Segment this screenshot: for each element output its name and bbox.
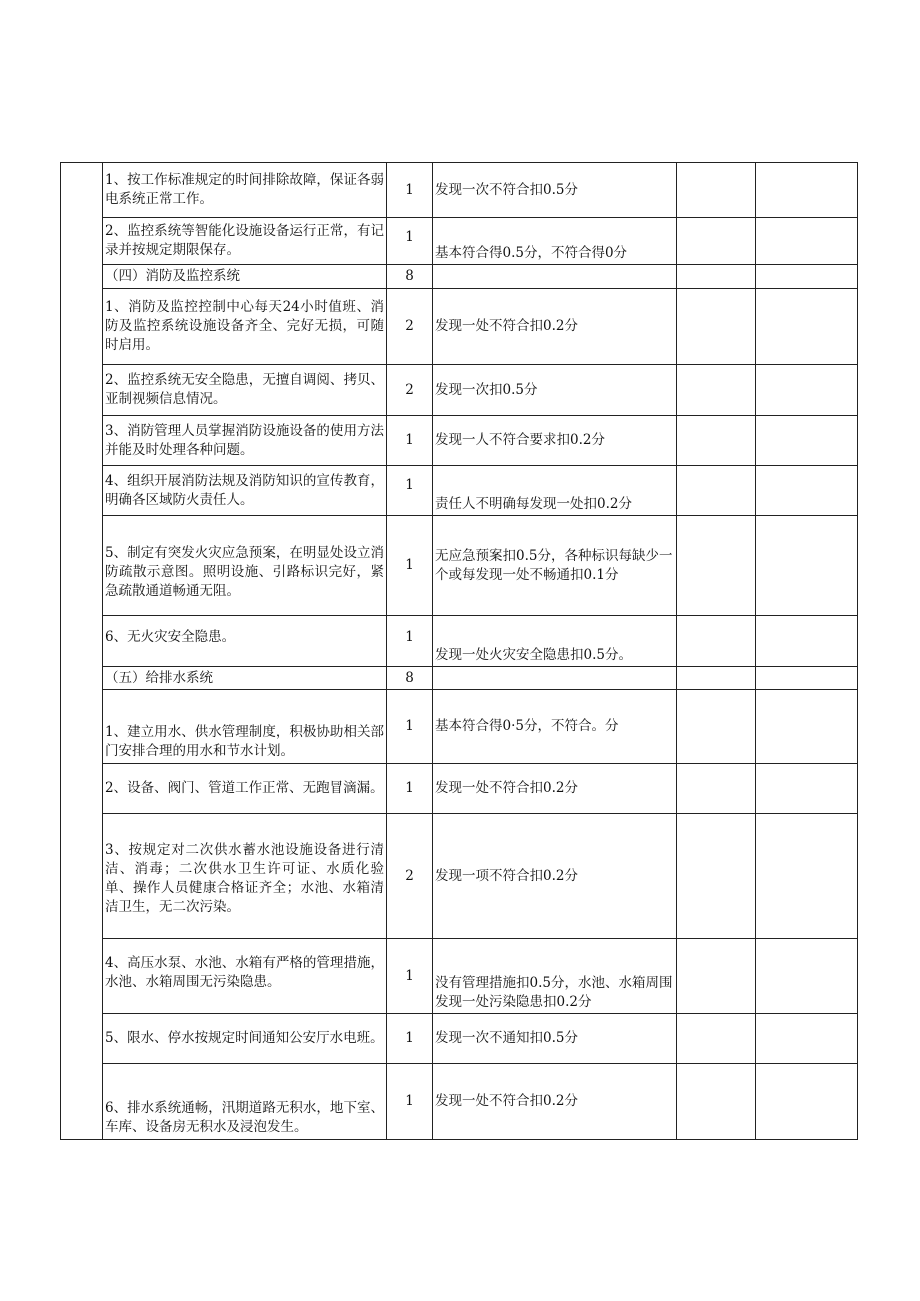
self-score-cell	[677, 218, 756, 265]
score-cell: 2	[387, 365, 433, 416]
check-score-cell	[756, 690, 858, 764]
score-cell: 2	[387, 814, 433, 939]
item-cell: 2、设备、阀门、管道工作正常、无跑冒滴漏。	[103, 764, 387, 814]
item-cell: 4、高压水泵、水池、水箱有严格的管理措施，水池、水箱周围无污染隐患。	[103, 939, 387, 1014]
criteria-cell: 发现一人不符合要求扣0.2分	[433, 416, 677, 466]
check-score-cell	[756, 466, 858, 516]
self-score-cell	[677, 466, 756, 516]
self-score-cell	[677, 516, 756, 616]
table-row	[61, 939, 858, 1014]
score-cell: 1	[387, 690, 433, 764]
section-title: （五）给排水系统	[103, 667, 387, 690]
check-score-cell	[756, 265, 858, 289]
self-score-cell	[677, 265, 756, 289]
score-cell: 1	[387, 1064, 433, 1140]
criteria-cell: 发现一次扣0.5分	[433, 365, 677, 416]
table-row	[61, 1064, 858, 1140]
check-score-cell	[756, 516, 858, 616]
check-score-cell	[756, 1064, 858, 1140]
table-row	[61, 289, 858, 365]
check-score-cell	[756, 1014, 858, 1064]
table-row	[61, 416, 858, 466]
item-cell: 6、无火灾安全隐患。	[103, 616, 387, 667]
criteria-cell: 发现一处不符合扣0.2分	[433, 289, 677, 365]
item-cell: 2、监控系统等智能化设施设备运行正常，有记录并按规定期限保存。	[103, 218, 387, 265]
table-row	[61, 764, 858, 814]
assessment-table	[60, 162, 858, 1140]
check-score-cell	[756, 667, 858, 690]
check-score-cell	[756, 163, 858, 218]
criteria-cell: 发现一次不通知扣0.5分	[433, 1014, 677, 1064]
item-cell: 2、监控系统无安全隐患，无擅自调阅、拷贝、亚制视频信息情况。	[103, 365, 387, 416]
self-score-cell	[677, 365, 756, 416]
score-cell: 8	[387, 265, 433, 289]
self-score-cell	[677, 289, 756, 365]
score-cell: 1	[387, 163, 433, 218]
item-cell: 3、按规定对二次供水蓄水池设施设备进行清洁、消毒；二次供水卫生许可证、水质化验单、操作人员健康合格证齐全；水池、水箱清洁卫生，无二次污染。	[103, 814, 387, 939]
self-score-cell	[677, 939, 756, 1014]
score-cell: 1	[387, 218, 433, 265]
self-score-cell	[677, 690, 756, 764]
score-cell: 1	[387, 416, 433, 466]
table-row	[61, 690, 858, 764]
criteria-cell: 没有管理措施扣0.5分，水池、水箱周围发现一处污染隐患扣0.2分	[433, 939, 677, 1014]
check-score-cell	[756, 939, 858, 1014]
criteria-cell	[433, 667, 677, 690]
table-row	[61, 516, 858, 616]
criteria-cell: 基本符合得0.5分，不符合得0分	[433, 218, 677, 265]
self-score-cell	[677, 416, 756, 466]
item-cell: 6、排水系统通畅，汛期道路无积水，地下室、车库、设备房无积水及浸泡发生。	[103, 1064, 387, 1140]
section-title: （四）消防及监控系统	[103, 265, 387, 289]
item-cell: 1、消防及监控控制中心每天24小时值班、消防及监控系统设施设备齐全、完好无损，可随时启用。	[103, 289, 387, 365]
criteria-cell	[433, 265, 677, 289]
item-cell: 1、建立用水、供水管理制度，积极协助相关部门安排合理的用水和节水计划。	[103, 690, 387, 764]
criteria-cell: 发现一项不符合扣0.2分	[433, 814, 677, 939]
check-score-cell	[756, 616, 858, 667]
check-score-cell	[756, 764, 858, 814]
table-row	[61, 1014, 858, 1064]
check-score-cell	[756, 289, 858, 365]
check-score-cell	[756, 814, 858, 939]
criteria-cell: 基本符合得0·5分，不符合。分	[433, 690, 677, 764]
score-cell: 8	[387, 667, 433, 690]
self-score-cell	[677, 764, 756, 814]
score-cell: 1	[387, 516, 433, 616]
criteria-cell: 发现一处火灾安全隐患扣0.5分。	[433, 616, 677, 667]
self-score-cell	[677, 814, 756, 939]
category-cell	[61, 163, 103, 1140]
table-row	[61, 814, 858, 939]
check-score-cell	[756, 218, 858, 265]
check-score-cell	[756, 416, 858, 466]
score-cell: 1	[387, 466, 433, 516]
table-row	[61, 218, 858, 265]
table-row	[61, 466, 858, 516]
section-row	[61, 265, 858, 289]
section-row	[61, 667, 858, 690]
criteria-cell: 无应急预案扣0.5分，各种标识每缺少一个或每发现一处不畅通扣0.1分	[433, 516, 677, 616]
item-cell: 5、限水、停水按规定时间通知公安厅水电班。	[103, 1014, 387, 1064]
check-score-cell	[756, 365, 858, 416]
self-score-cell	[677, 1014, 756, 1064]
table-row	[61, 365, 858, 416]
criteria-cell: 发现一次不符合扣0.5分	[433, 163, 677, 218]
item-cell: 4、组织开展消防法规及消防知识的宣传教育，明确各区域防火责任人。	[103, 466, 387, 516]
table-row	[61, 616, 858, 667]
score-cell: 1	[387, 1014, 433, 1064]
table-row	[61, 163, 858, 218]
score-cell: 1	[387, 939, 433, 1014]
criteria-cell: 责任人不明确每发现一处扣0.2分	[433, 466, 677, 516]
item-cell: 1、按工作标准规定的时间排除故障，保证各弱电系统正常工作。	[103, 163, 387, 218]
self-score-cell	[677, 616, 756, 667]
criteria-cell: 发现一处不符合扣0.2分	[433, 764, 677, 814]
criteria-cell: 发现一处不符合扣0.2分	[433, 1064, 677, 1140]
score-cell: 2	[387, 289, 433, 365]
score-cell: 1	[387, 616, 433, 667]
score-cell: 1	[387, 764, 433, 814]
item-cell: 3、消防管理人员掌握消防设施设备的使用方法并能及时处理各种问题。	[103, 416, 387, 466]
item-cell: 5、制定有突发火灾应急预案，在明显处设立消防疏散示意图。照明设施、引路标识完好，紧急疏散通道畅通无阻。	[103, 516, 387, 616]
self-score-cell	[677, 163, 756, 218]
self-score-cell	[677, 1064, 756, 1140]
self-score-cell	[677, 667, 756, 690]
